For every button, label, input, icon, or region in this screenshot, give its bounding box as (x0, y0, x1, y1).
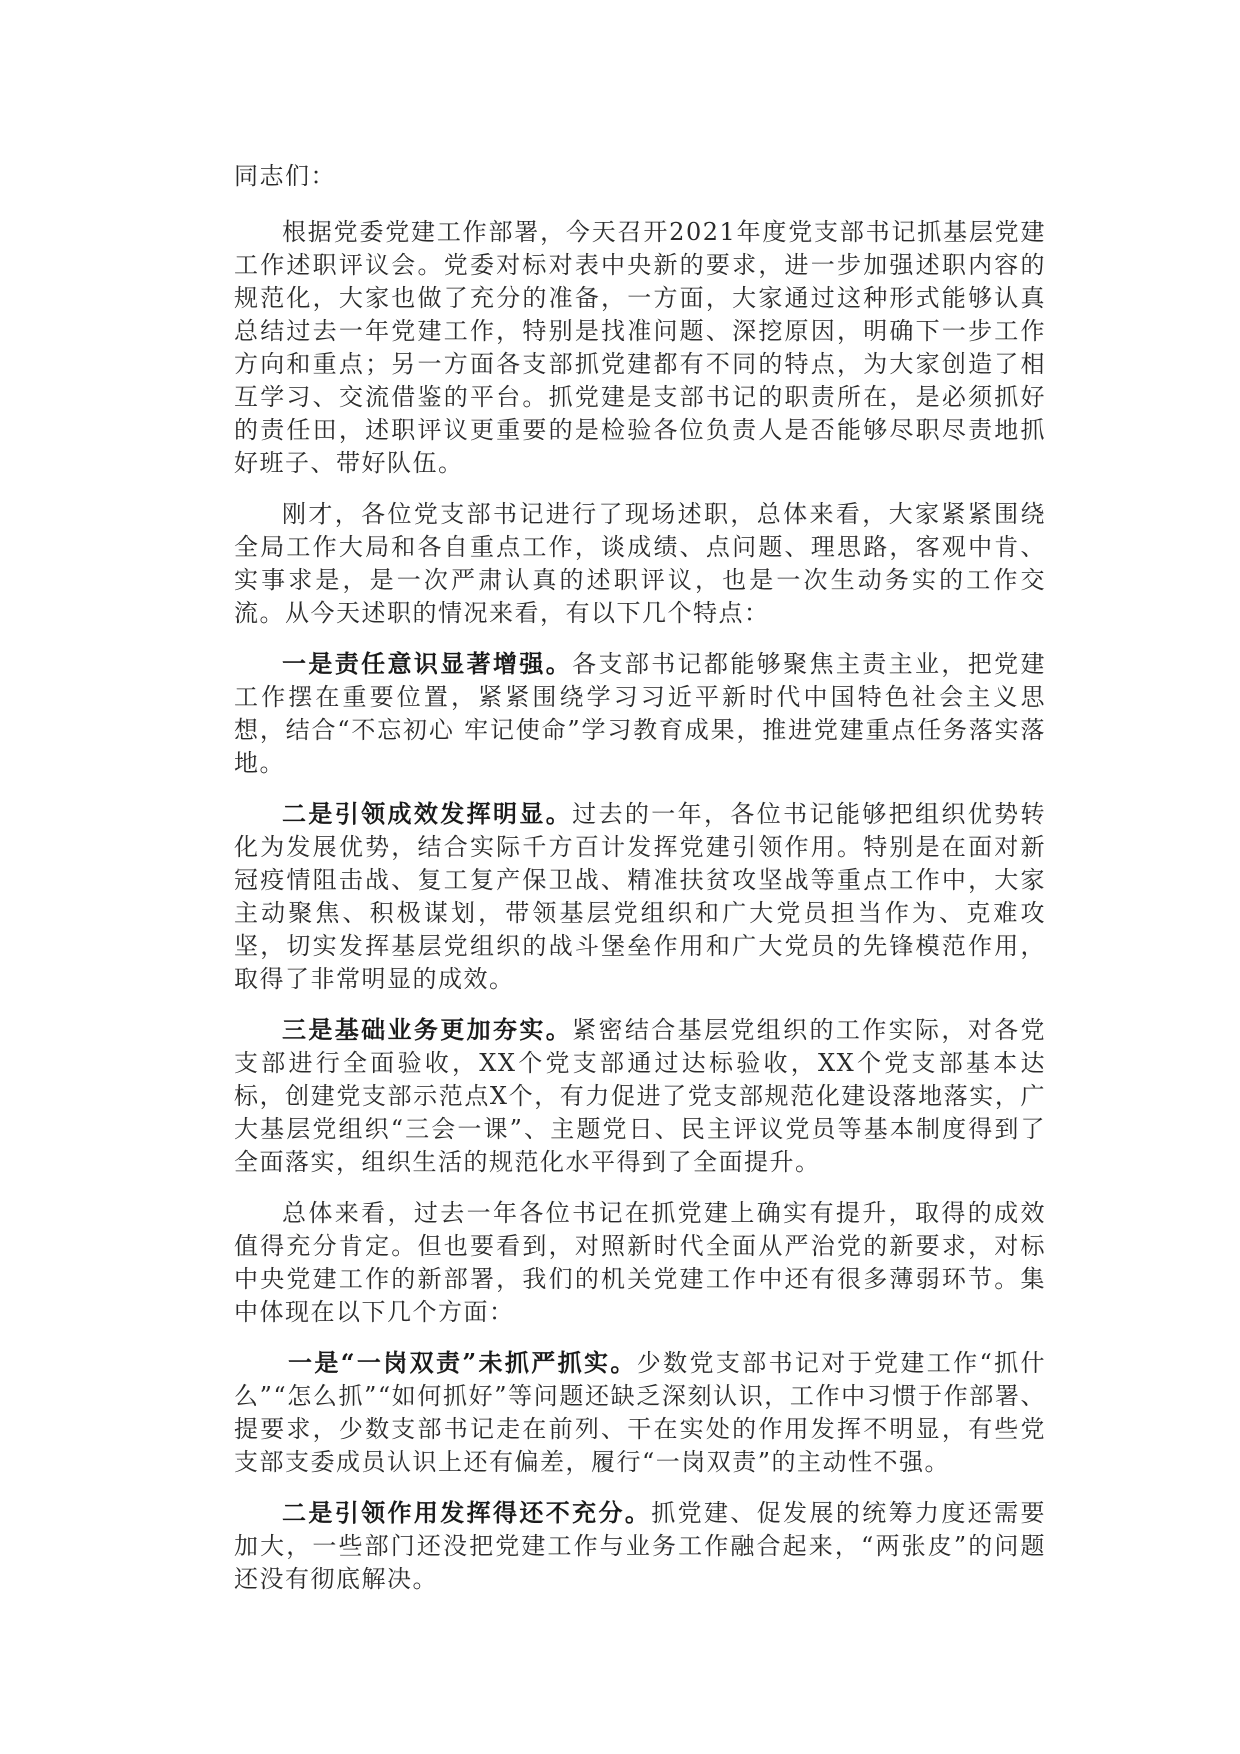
paragraph-feature-1 (234, 647, 1046, 780)
paragraph-text: 总体来看，过去一年各位书记在抓党建上确实有提升，取得的成效值得充分肯定。但也要看到，对照新时代全面从严治党的新要求，对标中央党建工作的新部署，我们的机关党建工作中还有很多薄弱环节。集中体现在以下几个方面： (234, 1199, 1046, 1326)
paragraph-text: 刚才，各位党支部书记进行了现场述职，总体来看，大家紧紧围绕全局工作大局和各自重点工作，谈成绩、点问题、理思路，客观中肯、实事求是，是一次严肃认真的述职评议，也是一次生动务实的工作交流。从今天述职的情况来看，有以下几个特点： (234, 500, 1046, 627)
salutation: 同志们： (234, 162, 336, 190)
paragraph-text: 少数党支部书记对于党建工作“抓什么”“怎么抓”“如何抓好”等问题还缺乏深刻认识，工作中习惯于作部署、提要求，少数支部书记走在前列、干在实处的作用发挥不明显，有些党支部支委成员认识上还有偏差，履行“一岗双责”的主动性不强。 (234, 1349, 1046, 1476)
paragraph-weakness-2 (234, 1496, 1046, 1596)
paragraph-text: 过去的一年，各位书记能够把组织优势转化为发展优势，结合实际千方百计发挥党建引领作用。特别是在面对新冠疫情阻击战、复工复产保卫战、精准扶贫攻坚战等重点工作中，大家主动聚焦、积极谋划，带领基层党组织和广大党员担当作为、克难攻坚，切实发挥基层党组织的战斗堡垒作用和广大党员的先锋模范作用，取得了非常明显的成效。 (234, 800, 1046, 993)
paragraph-lead: 二是引领作用发挥得还不充分。 (282, 1498, 652, 1527)
document-page (234, 160, 1046, 1613)
paragraph-text: 抓党建、促发展的统筹力度还需要加大，一些部门还没把党建工作与业务工作融合起来，“两张皮”的问题还没有彻底解决。 (234, 1499, 1046, 1593)
paragraph-summary (234, 497, 1046, 630)
paragraph-weakness-intro (234, 1196, 1046, 1329)
paragraph-feature-2 (234, 797, 1046, 996)
paragraph-lead: 二是引领成效发挥明显。 (282, 799, 573, 828)
paragraph-lead: 一是责任意识显著增强。 (282, 649, 573, 678)
paragraph-intro (234, 215, 1046, 480)
paragraph-feature-3 (234, 1013, 1046, 1179)
paragraph-weakness-1 (234, 1346, 1046, 1479)
paragraph-lead: 三是基础业务更加夯实。 (282, 1015, 573, 1044)
paragraph-text: 紧密结合基层党组织的工作实际，对各党支部进行全面验收，XX个党支部通过达标验收，XX个党支部基本达标，创建党支部示范点X个，有力促进了党支部规范化建设落地落实，广大基层党组织“三会一课”、主题党日、民主评议党员等基本制度得到了全面落实，组织生活的规范化水平得到了全面提升。 (234, 1016, 1046, 1176)
paragraph-text: 根据党委党建工作部署，今天召开2021年度党支部书记抓基层党建工作述职评议会。党委对标对表中央新的要求，进一步加强述职内容的规范化，大家也做了充分的准备，一方面，大家通过这种形式能够认真总结过去一年党建工作，特别是找准问题、深挖原因，明确下一步工作方向和重点；另一方面各支部抓党建都有不同的特点，为大家创造了相互学习、交流借鉴的平台。抓党建是支部书记的职责所在，是必须抓好的责任田，述职评议更重要的是检验各位负责人是否能够尽职尽责地抓好班子、带好队伍。 (234, 218, 1046, 477)
paragraph-text: 各支部书记都能够聚焦主责主业，把党建工作摆在重要位置，紧紧围绕学习习近平新时代中国特色社会主义思想，结合“不忘初心 牢记使命”学习教育成果，推进党建重点任务落实落地。 (234, 650, 1046, 777)
paragraph-lead: 一是“一岗双责”未抓严抓实。 (288, 1348, 637, 1377)
